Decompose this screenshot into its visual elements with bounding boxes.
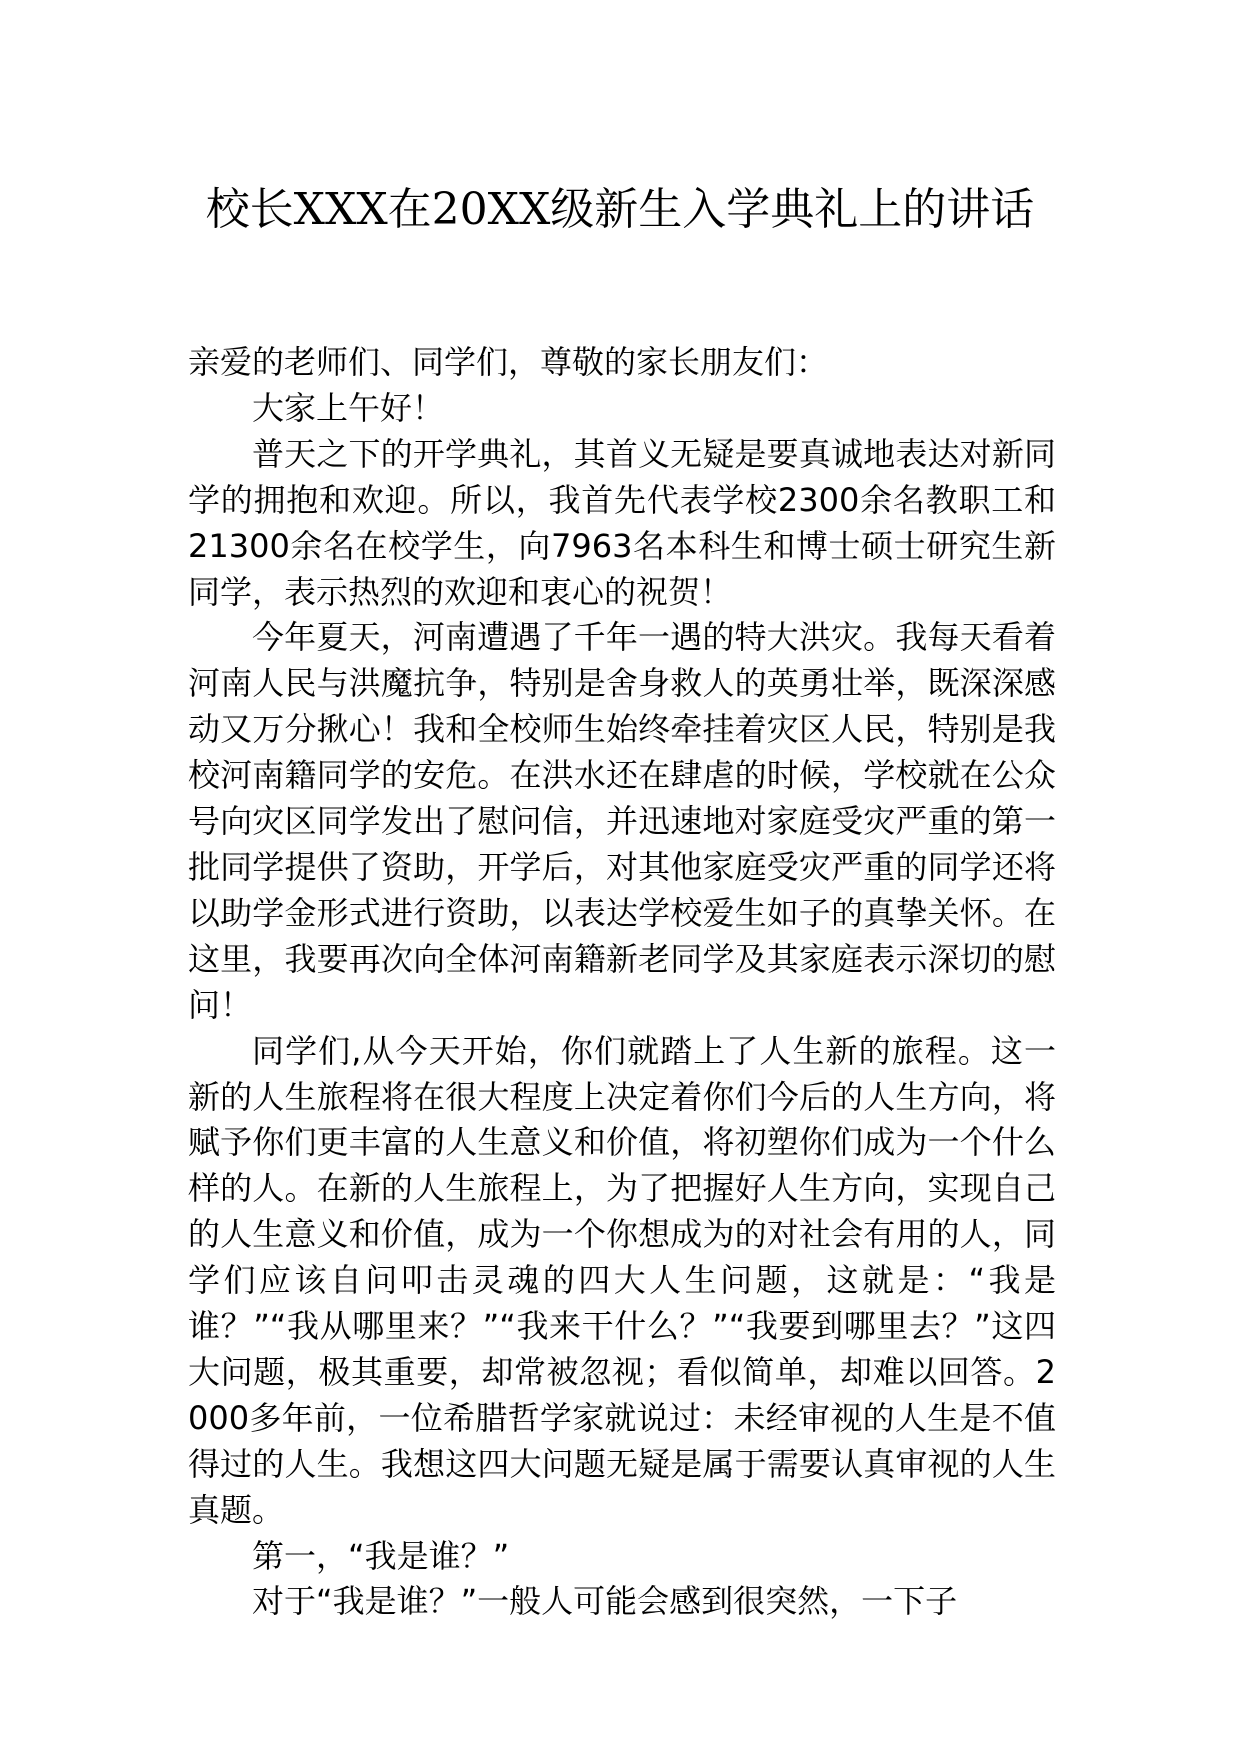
paragraph-greeting: 大家上午好！ — [252, 388, 445, 427]
salutation: 亲爱的老师们、同学们，尊敬的家长朋友们： — [188, 343, 829, 381]
section-heading-first: 第一，“我是谁？” — [252, 1536, 510, 1575]
paragraph-who-am-i: 对于“我是谁？”一般人可能会感到很突然，一下子 — [252, 1582, 958, 1621]
paragraph-welcome: 普天之下的开学典礼，其首义无疑是要真诚地表达对新同学的拥抱和欢迎。所以，我首先代表学校2300余名教职工和21300余名在校学生，向7963名本科生和博士硕士研究生新同学，表示热烈的欢迎和衷心的祝贺！ — [188, 434, 1056, 611]
paragraph-journey: 同学们,从今天开始，你们就踏上了人生新的旅程。这一新的人生旅程将在很大程度上决定着你们今后的人生方向，将赋予你们更丰富的人生意义和价值，将初塑你们成为一个什么样的人。在新的人生旅程上，为了把握好人生方向，实现自己的人生意义和价值，成为一个你想成为的对社会有用的人，同学们应该自问叩击灵魂的四大人生问题，这就是：“我是谁？”“我从哪里来？”“我来干什么？”“我要到哪里去？”这四大问题，极其重要，却常被忽视；看似简单，却难以回答。2000多年前，一位希腊哲学家就说过：未经审视的人生是不值得过的人生。我想这四大问题无疑是属于需要认真审视的人生真题。 — [188, 1031, 1056, 1529]
document-body — [188, 340, 1056, 1625]
document-title: 校长XXX在20XX级新生入学典礼上的讲话 — [205, 184, 1035, 235]
paragraph-flood: 今年夏天，河南遭遇了千年一遇的特大洪灾。我每天看着河南人民与洪魔抗争，特别是舍身救人的英勇壮举，既深深感动又万分揪心！我和全校师生始终牵挂着灾区人民，特别是我校河南籍同学的安危。在洪水还在肆虐的时候，学校就在公众号向灾区同学发出了慰问信，并迅速地对家庭受灾严重的第一批同学提供了资助，开学后，对其他家庭受灾严重的同学还将以助学金形式进行资助，以表达学校爱生如子的真挚关怀。在这里，我要再次向全体河南籍新老同学及其家庭表示深切的慰问！ — [188, 618, 1056, 1024]
